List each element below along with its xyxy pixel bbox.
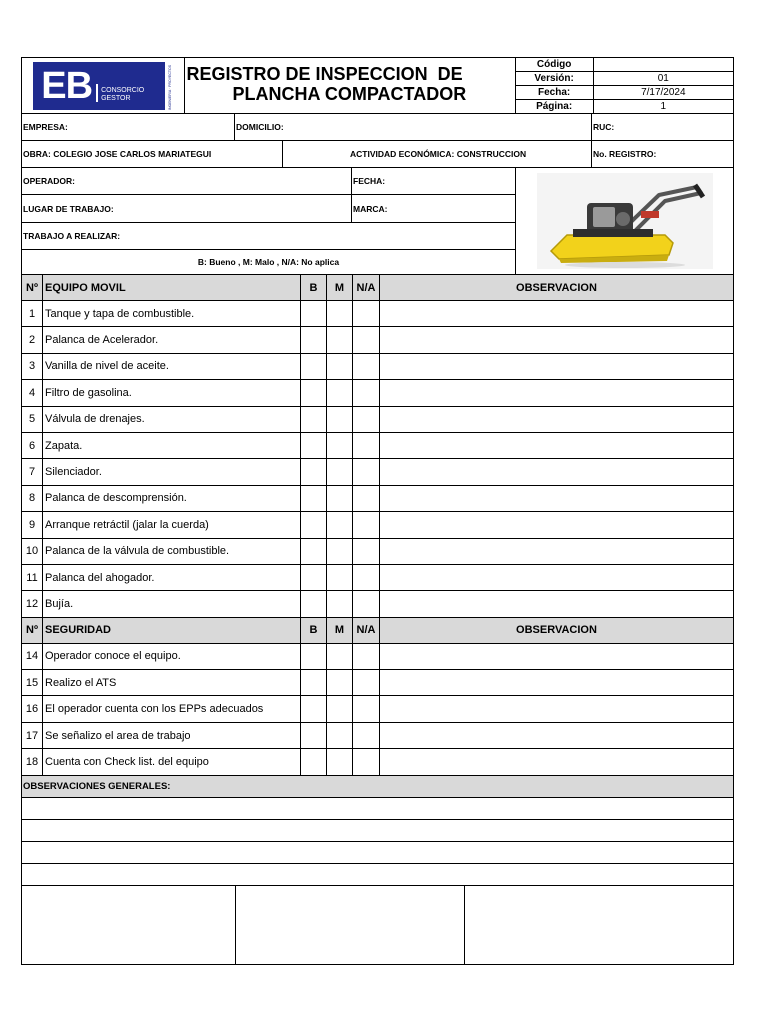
- item-number: 12: [22, 591, 43, 616]
- item-description: Palanca de descomprensión.: [43, 486, 301, 511]
- lugar-field[interactable]: LUGAR DE TRABAJO:: [22, 195, 352, 222]
- doc-info-codigo: [516, 58, 733, 72]
- item-number: 11: [22, 565, 43, 590]
- col-title-header: SEGURIDAD: [43, 618, 301, 643]
- checklist-row: [22, 539, 733, 565]
- col-b-header: B: [301, 618, 327, 643]
- check-b-cell[interactable]: [301, 301, 327, 326]
- col-m-header: M: [327, 618, 353, 643]
- observation-cell[interactable]: [380, 591, 733, 616]
- observation-cell[interactable]: [380, 380, 733, 405]
- observation-cell[interactable]: [380, 749, 733, 774]
- item-number: 9: [22, 512, 43, 537]
- logo-line2: GESTOR: [101, 94, 131, 102]
- check-b-cell[interactable]: [301, 644, 327, 669]
- observation-cell[interactable]: [380, 512, 733, 537]
- check-na-cell[interactable]: [353, 644, 380, 669]
- observaciones-line[interactable]: [22, 842, 733, 864]
- row-obra: [22, 141, 733, 168]
- obra-field[interactable]: OBRA: COLEGIO JOSE CARLOS MARIATEGUI: [22, 141, 283, 167]
- domicilio-field[interactable]: DOMICILIO:: [235, 114, 592, 140]
- check-m-cell[interactable]: [327, 749, 353, 774]
- check-m-cell[interactable]: [327, 512, 353, 537]
- item-number: 18: [22, 749, 43, 774]
- check-na-cell[interactable]: [353, 486, 380, 511]
- col-na-header: N/A: [353, 275, 380, 300]
- form-header: [22, 58, 733, 114]
- logo-area: [22, 58, 185, 113]
- item-description: Cuenta con Check list. del equipo: [43, 749, 301, 774]
- item-description: Válvula de drenajes.: [43, 407, 301, 432]
- check-na-cell[interactable]: [353, 723, 380, 748]
- item-number: 4: [22, 380, 43, 405]
- observation-cell[interactable]: [380, 723, 733, 748]
- observation-cell[interactable]: [380, 486, 733, 511]
- actividad-field[interactable]: ACTIVIDAD ECONÓMICA: CONSTRUCCION: [283, 141, 592, 167]
- signature-box[interactable]: [22, 886, 236, 964]
- check-na-cell[interactable]: [353, 696, 380, 721]
- doc-info-label: Versión:: [516, 72, 594, 85]
- logo-initials: EB: [41, 64, 93, 107]
- observation-cell[interactable]: [380, 670, 733, 695]
- item-description: Realizo el ATS: [43, 670, 301, 695]
- section-rows-seguridad: [22, 644, 733, 776]
- col-obs-header: OBSERVACION: [516, 281, 597, 294]
- item-number: 10: [22, 539, 43, 564]
- doc-info-value: [594, 58, 733, 71]
- check-na-cell[interactable]: [353, 327, 380, 352]
- trabajo-field[interactable]: TRABAJO A REALIZAR:: [23, 231, 121, 241]
- section-header-equipo: [22, 275, 733, 301]
- details-block: [22, 168, 733, 275]
- checklist-row: [22, 354, 733, 380]
- check-na-cell[interactable]: [353, 565, 380, 590]
- check-m-cell[interactable]: [327, 644, 353, 669]
- item-description: Tanque y tapa de combustible.: [43, 301, 301, 326]
- form-title: [185, 58, 515, 113]
- observation-cell[interactable]: [380, 696, 733, 721]
- machine-photo: [516, 168, 733, 274]
- observation-cell[interactable]: [380, 407, 733, 432]
- check-m-cell[interactable]: [327, 591, 353, 616]
- signature-box[interactable]: [465, 886, 733, 964]
- item-number: 3: [22, 354, 43, 379]
- check-b-cell[interactable]: [301, 591, 327, 616]
- item-number: 8: [22, 486, 43, 511]
- check-m-cell[interactable]: [327, 723, 353, 748]
- observation-cell[interactable]: [380, 565, 733, 590]
- doc-info-value: 01: [657, 73, 669, 84]
- item-description: Palanca del ahogador.: [43, 565, 301, 590]
- observation-cell[interactable]: [380, 327, 733, 352]
- observation-cell[interactable]: [380, 354, 733, 379]
- observation-cell[interactable]: [380, 459, 733, 484]
- section-header-seguridad: [22, 618, 733, 644]
- item-number: 14: [22, 644, 43, 669]
- checklist-row: [22, 749, 733, 775]
- check-na-cell[interactable]: [353, 301, 380, 326]
- doc-info-label: Código: [516, 58, 594, 71]
- check-m-cell[interactable]: [327, 327, 353, 352]
- check-b-cell[interactable]: [301, 723, 327, 748]
- checklist-row: [22, 512, 733, 538]
- doc-info-table: [515, 58, 733, 113]
- operador-field[interactable]: OPERADOR:: [22, 168, 352, 194]
- ruc-field[interactable]: RUC:: [593, 122, 615, 132]
- check-na-cell[interactable]: [353, 749, 380, 774]
- title-line2: PLANCHA COMPACTADOR: [232, 84, 467, 104]
- checklist-row: [22, 644, 733, 670]
- plate-compactor-icon: [537, 173, 713, 269]
- check-b-cell[interactable]: [301, 433, 327, 458]
- check-na-cell[interactable]: [353, 591, 380, 616]
- row-lugar: [22, 195, 515, 223]
- check-na-cell[interactable]: [353, 512, 380, 537]
- checklist-row: [22, 723, 733, 749]
- check-b-cell[interactable]: [301, 459, 327, 484]
- doc-info-label: Fecha:: [516, 86, 594, 99]
- item-number: 6: [22, 433, 43, 458]
- col-obs-header: OBSERVACION: [516, 624, 597, 637]
- check-m-cell[interactable]: [327, 539, 353, 564]
- observaciones-line[interactable]: [22, 798, 733, 820]
- checklist-row: [22, 459, 733, 485]
- item-number: 16: [22, 696, 43, 721]
- details-fields: [22, 168, 516, 274]
- check-m-cell[interactable]: [327, 407, 353, 432]
- check-m-cell[interactable]: [327, 301, 353, 326]
- col-m-header: M: [327, 275, 353, 300]
- doc-info-value: 7/17/2024: [641, 87, 686, 98]
- check-na-cell[interactable]: [353, 354, 380, 379]
- check-na-cell[interactable]: [353, 670, 380, 695]
- checklist-row: [22, 486, 733, 512]
- observation-cell[interactable]: [380, 644, 733, 669]
- checklist-row: [22, 433, 733, 459]
- item-description: Zapata.: [43, 433, 301, 458]
- check-na-cell[interactable]: [353, 407, 380, 432]
- col-b-header: B: [301, 275, 327, 300]
- checklist-row: [22, 565, 733, 591]
- row-empresa: [22, 114, 733, 141]
- check-na-cell[interactable]: [353, 539, 380, 564]
- check-na-cell[interactable]: [353, 380, 380, 405]
- check-na-cell[interactable]: [353, 433, 380, 458]
- check-b-cell[interactable]: [301, 749, 327, 774]
- check-b-cell[interactable]: [301, 380, 327, 405]
- check-m-cell[interactable]: [327, 696, 353, 721]
- check-b-cell[interactable]: [301, 354, 327, 379]
- title-line1: REGISTRO DE INSPECCION DE: [186, 64, 463, 84]
- check-m-cell[interactable]: [327, 459, 353, 484]
- signature-row: [22, 886, 733, 964]
- check-b-cell[interactable]: [301, 565, 327, 590]
- check-b-cell[interactable]: [301, 486, 327, 511]
- row-operador: [22, 168, 515, 195]
- observaciones-line[interactable]: [22, 864, 733, 886]
- check-m-cell[interactable]: [327, 486, 353, 511]
- item-description: Silenciador.: [43, 459, 301, 484]
- observaciones-line[interactable]: [22, 820, 733, 842]
- check-b-cell[interactable]: [301, 407, 327, 432]
- item-description: Se señalizo el area de trabajo: [43, 723, 301, 748]
- item-description: Bujía.: [43, 591, 301, 616]
- row-trabajo: [22, 223, 515, 250]
- item-number: 5: [22, 407, 43, 432]
- check-m-cell[interactable]: [327, 433, 353, 458]
- col-num-header: Nº: [22, 275, 43, 300]
- check-m-cell[interactable]: [327, 670, 353, 695]
- observaciones-header: [22, 776, 733, 798]
- checklist-row: [22, 696, 733, 722]
- observation-cell[interactable]: [380, 433, 733, 458]
- item-description: Palanca de la válvula de combustible.: [43, 539, 301, 564]
- legend-text: B: Bueno , M: Malo , N/A: No aplica: [197, 257, 340, 267]
- check-b-cell[interactable]: [301, 327, 327, 352]
- item-number: 1: [22, 301, 43, 326]
- doc-info-value: 1: [660, 101, 667, 112]
- check-b-cell[interactable]: [301, 512, 327, 537]
- signature-box[interactable]: [236, 886, 465, 964]
- check-b-cell[interactable]: [301, 696, 327, 721]
- logo-side-text: INGENIERÍA · PROYECTOS: [168, 64, 173, 110]
- check-b-cell[interactable]: [301, 670, 327, 695]
- doc-info-version: [516, 72, 733, 86]
- company-logo: [33, 62, 165, 110]
- observation-cell[interactable]: [380, 301, 733, 326]
- registro-field[interactable]: No. REGISTRO:: [593, 149, 657, 159]
- check-b-cell[interactable]: [301, 539, 327, 564]
- checklist-row: [22, 380, 733, 406]
- item-description: Operador conoce el equipo.: [43, 644, 301, 669]
- item-number: 17: [22, 723, 43, 748]
- item-number: 15: [22, 670, 43, 695]
- checklist-row: [22, 327, 733, 353]
- checklist-row: [22, 301, 733, 327]
- col-num-header: Nº: [22, 618, 43, 643]
- item-number: 7: [22, 459, 43, 484]
- checklist-row: [22, 407, 733, 433]
- item-description: Arranque retráctil (jalar la cuerda): [43, 512, 301, 537]
- section-rows-equipo: [22, 301, 733, 618]
- inspection-form: [21, 57, 734, 965]
- item-description: El operador cuenta con los EPPs adecuados: [43, 696, 301, 721]
- item-description: Filtro de gasolina.: [43, 380, 301, 405]
- observaciones-label: OBSERVACIONES GENERALES:: [23, 780, 171, 792]
- item-number: 2: [22, 327, 43, 352]
- doc-info-label: Página:: [516, 100, 594, 113]
- doc-info-fecha: [516, 86, 733, 100]
- checklist-row: [22, 591, 733, 617]
- item-description: Vanilla de nivel de aceite.: [43, 354, 301, 379]
- check-na-cell[interactable]: [353, 459, 380, 484]
- checklist-row: [22, 670, 733, 696]
- col-na-header: N/A: [353, 618, 380, 643]
- col-title-header: EQUIPO MOVIL: [43, 275, 301, 300]
- check-m-cell[interactable]: [327, 354, 353, 379]
- empresa-field[interactable]: EMPRESA:: [22, 114, 235, 140]
- observation-cell[interactable]: [380, 539, 733, 564]
- item-description: Palanca de Acelerador.: [43, 327, 301, 352]
- logo-line1: CONSORCIO: [101, 86, 145, 94]
- fecha-field[interactable]: FECHA:: [353, 176, 386, 186]
- doc-info-pagina: [516, 100, 733, 113]
- check-m-cell[interactable]: [327, 565, 353, 590]
- marca-field[interactable]: MARCA:: [353, 203, 388, 214]
- check-m-cell[interactable]: [327, 380, 353, 405]
